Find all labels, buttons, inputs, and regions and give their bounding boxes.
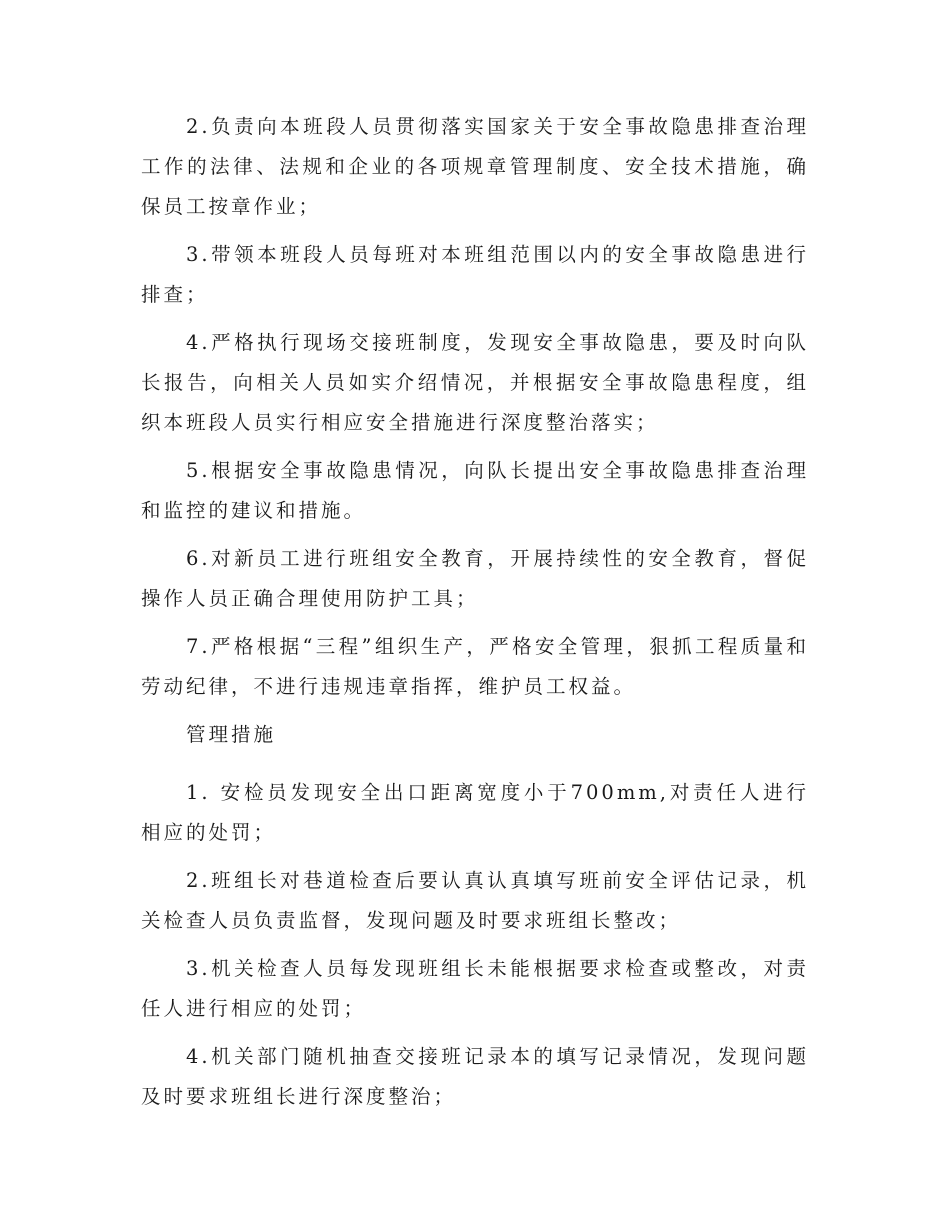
paragraph-item-3: 3.带领本班段人员每班对本班组范围以内的安全事故隐患进行排查； [141, 243, 809, 306]
measure-item-3: 3.机关检查人员每发现班组长未能根据要求检查或整改，对责任人进行相应的处罚； [141, 957, 809, 1020]
measure-item-2: 2.班组长对巷道检查后要认真认真填写班前安全评估记录，机关检查人员负责监督，发现问题及时要求班组长整改； [141, 869, 809, 932]
paragraph-item-6: 6.对新员工进行班组安全教育，开展持续性的安全教育，督促操作人员正确合理使用防护工具； [141, 547, 809, 610]
paragraph-item-4: 4.严格执行现场交接班制度，发现安全事故隐患，要及时向队长报告，向相关人员如实介绍情况，并根据安全事故隐患程度，组织本班段人员实行相应安全措施进行深度整治落实； [141, 331, 809, 434]
paragraph-item-7: 7.严格根据“三程”组织生产，严格安全管理，狠抓工程质量和劳动纪律，不进行违规违章指挥，维护员工权益。 [141, 635, 809, 698]
section-heading-management-measures: 管理措施 [186, 723, 277, 746]
measure-item-4: 4.机关部门随机抽查交接班记录本的填写记录情况，发现问题及时要求班组长进行深度整治； [141, 1045, 809, 1108]
measure-item-1: 1. 安检员发现安全出口距离宽度小于700mm,对责任人进行相应的处罚； [141, 781, 809, 844]
paragraph-item-5: 5.根据安全事故隐患情况，向队长提出安全事故隐患排查治理和监控的建议和措施。 [141, 459, 809, 522]
paragraph-item-2: 2.负责向本班段人员贯彻落实国家关于安全事故隐患排查治理工作的法律、法规和企业的各项规章管理制度、安全技术措施，确保员工按章作业； [141, 115, 809, 218]
